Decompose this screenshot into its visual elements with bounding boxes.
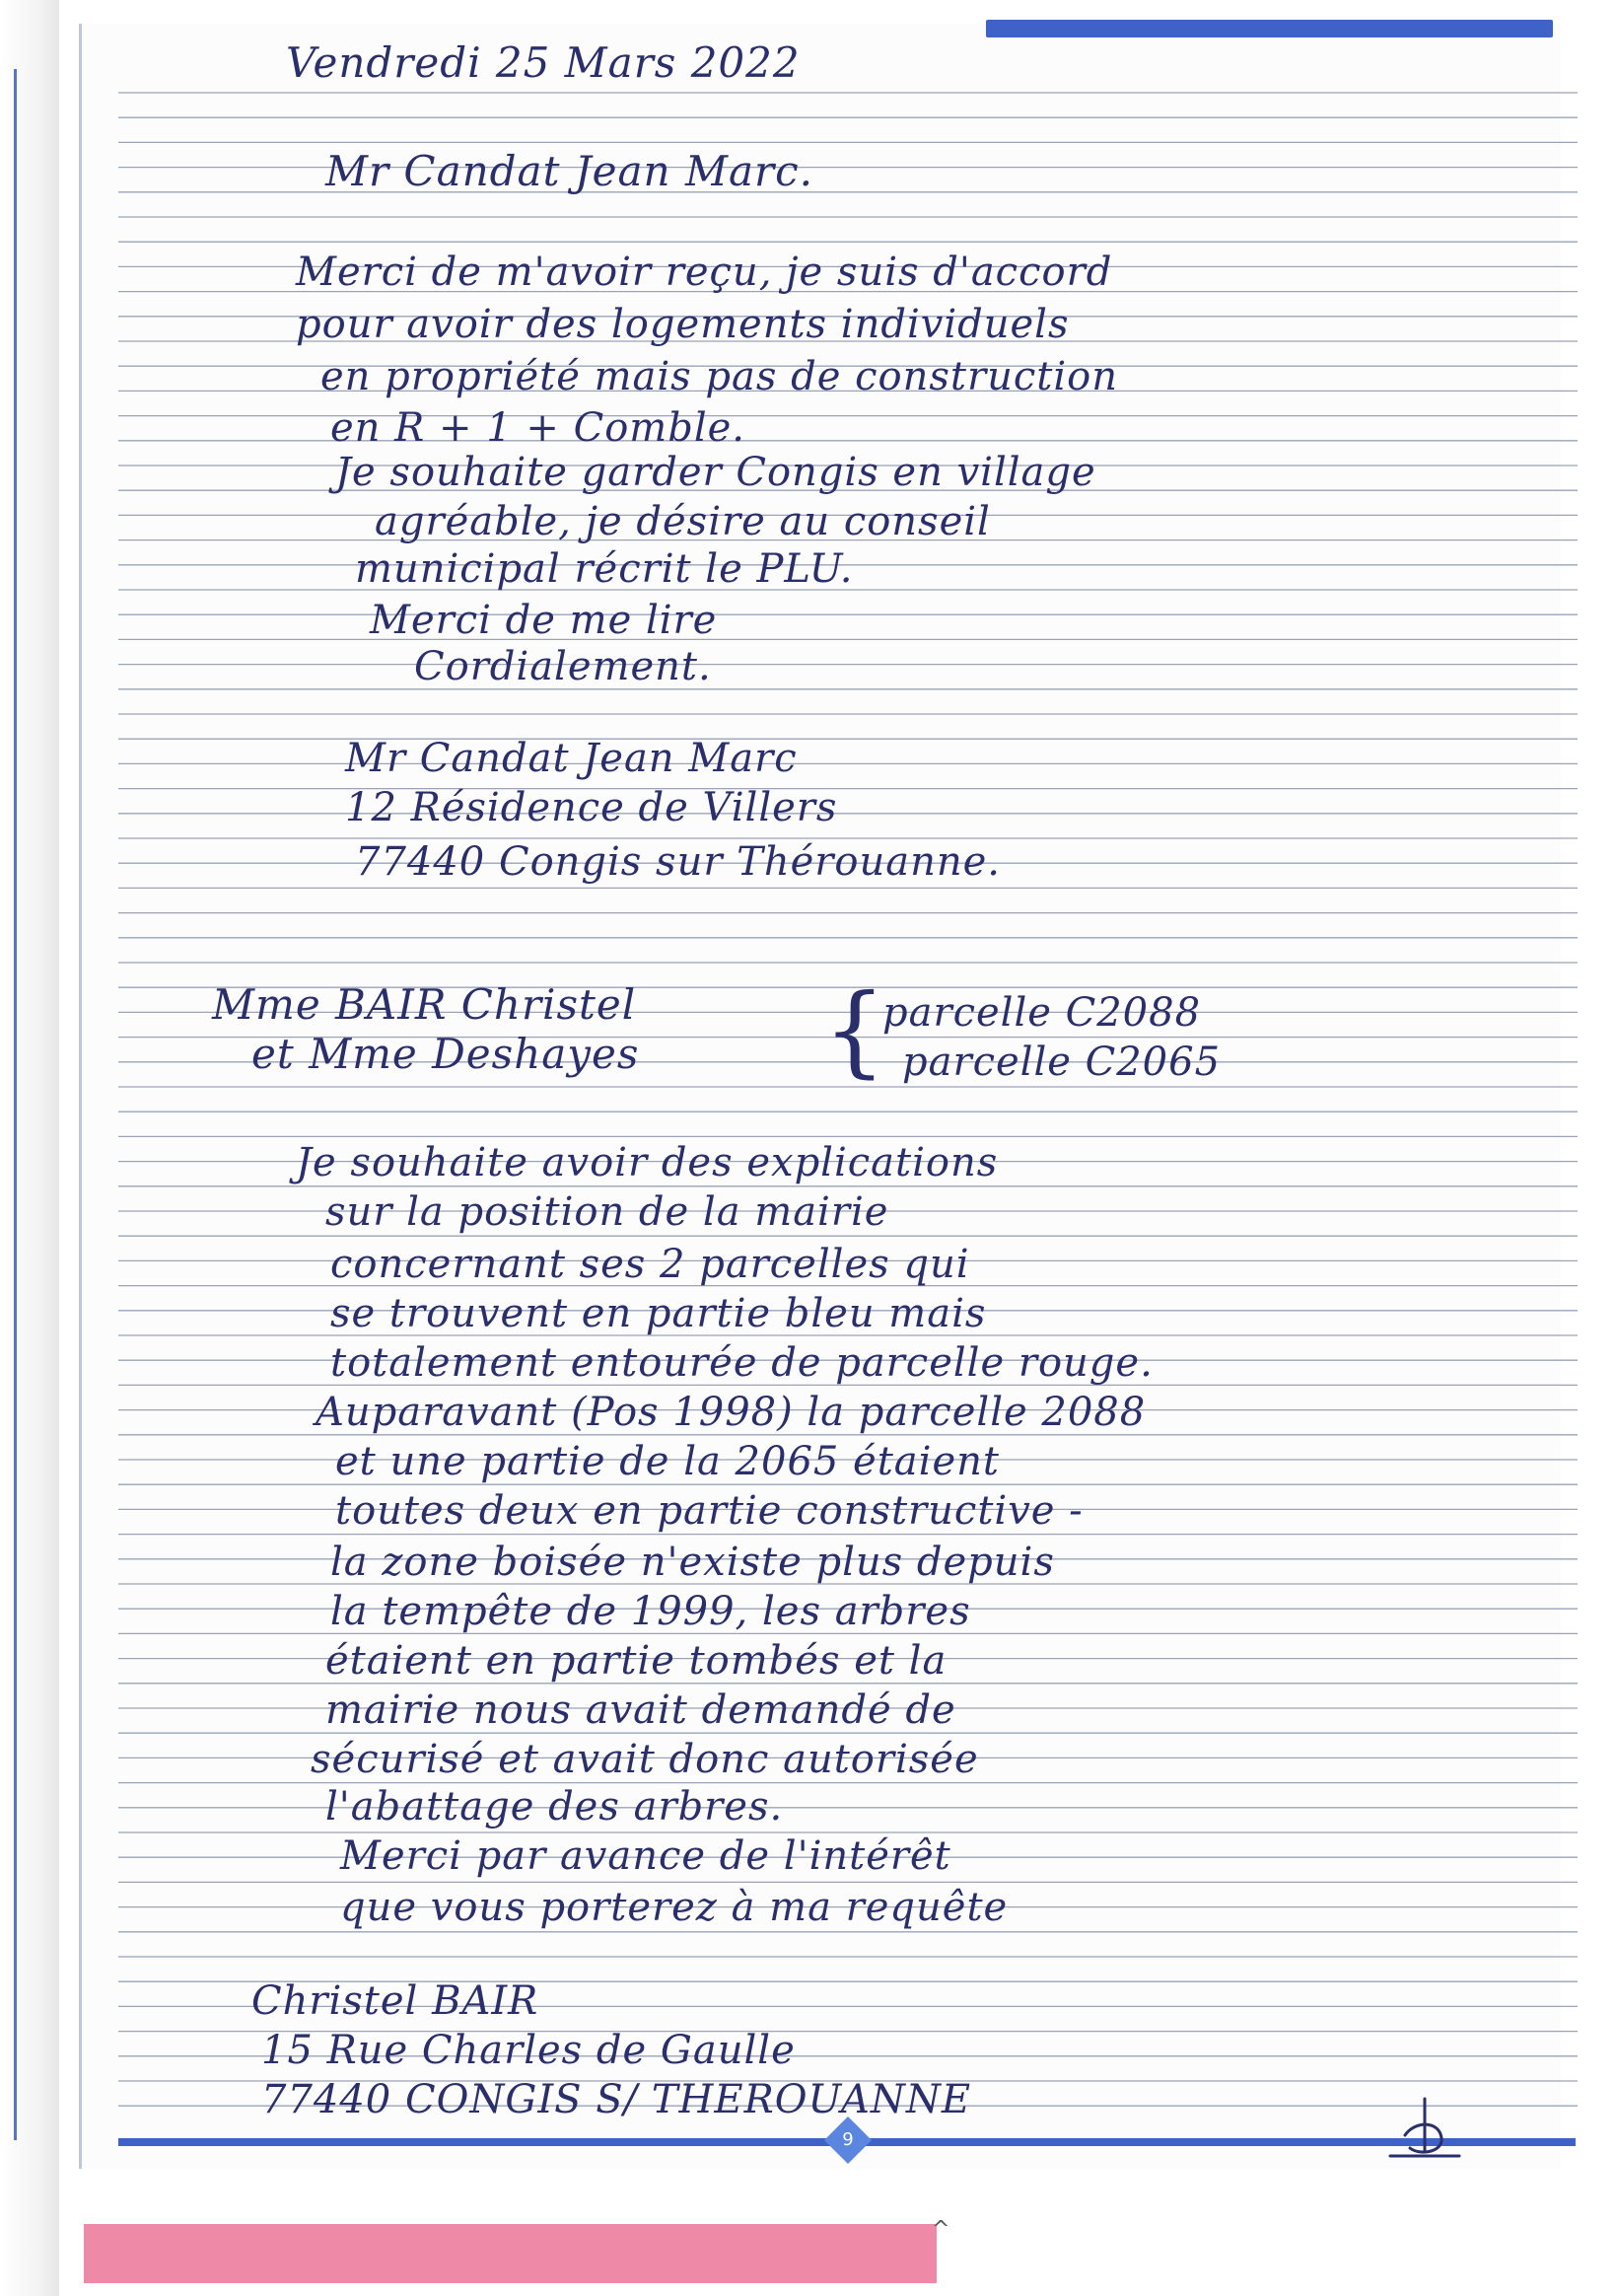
initials-signature [1380, 2091, 1469, 2170]
letter1-body-line: pour avoir des logements individuels [296, 302, 1070, 347]
letter2-body-line: Auparavant (Pos 1998) la parcelle 2088 [316, 1390, 1147, 1435]
letter2-body-line: totalement entourée de parcelle rouge. [330, 1340, 1154, 1386]
letter2-name-line: et Mme Deshayes [251, 1030, 640, 1078]
letter2-body-line: et une partie de la 2065 étaient [335, 1439, 1000, 1484]
letter2-body-line: concernant ses 2 parcelles qui [330, 1242, 970, 1287]
letter2-body-line: sécurisé et avait donc autorisée [311, 1737, 979, 1782]
letter2-body-line: Merci par avance de l'intérêt [340, 1833, 951, 1879]
letter2-signature-line: Christel BAIR [251, 1978, 539, 2024]
letter1-address-line: 12 Résidence de Villers [345, 785, 838, 830]
letter2-body-line: l'abattage des arbres. [325, 1784, 784, 1830]
letter2-body-line: se trouvent en partie bleu mais [330, 1291, 987, 1336]
letter2-parcel-line: parcelle C2065 [902, 1040, 1222, 1085]
letter2-body-line: toutes deux en partie constructive - [335, 1488, 1084, 1534]
letter2-body-line: étaient en partie tombés et la [325, 1638, 948, 1684]
letter2-body-line: que vous porterez à ma requête [340, 1885, 1009, 1930]
letter1-body-line: Merci de me lire [370, 598, 718, 643]
letter1-body-line: Cordialement. [414, 644, 712, 689]
letter2-body-line: sur la position de la mairie [325, 1189, 889, 1235]
letter2-body-line: la tempête de 1999, les arbres [330, 1589, 971, 1634]
parcel-bracket: { [823, 972, 887, 1088]
letter1-address-line: Mr Candat Jean Marc [345, 736, 798, 781]
letter2-signature-line: 15 Rue Charles de Gaulle [261, 2028, 796, 2073]
letter2-parcel-line: parcelle C2088 [882, 990, 1202, 1036]
letter2-body-line: la zone boisée n'existe plus depuis [330, 1540, 1055, 1585]
letter1-salutation: Mr Candat Jean Marc. [325, 147, 813, 195]
letter1-body-line: Je souhaite garder Congis en village [335, 450, 1096, 495]
page-number: 9 [842, 2129, 854, 2150]
letter2-body-line: Je souhaite avoir des explications [296, 1140, 999, 1185]
letter2-signature-line: 77440 CONGIS S/ THEROUANNE [261, 2077, 972, 2122]
letter1-date: Vendredi 25 Mars 2022 [286, 38, 801, 87]
letter1-body-line: Merci de m'avoir reçu, je suis d'accord [296, 250, 1113, 295]
letter1-body-line: agréable, je désire au conseil [375, 499, 991, 544]
letter1-body-line: en propriété mais pas de construction [320, 354, 1118, 399]
caret-mark: ^ [932, 2217, 950, 2242]
letter1-address-line: 77440 Congis sur Thérouanne. [355, 839, 1002, 885]
letter1-body-line: municipal récrit le PLU. [355, 546, 854, 592]
letter2-body-line: mairie nous avait demandé de [325, 1687, 956, 1733]
letter2-name-line: Mme BAIR Christel [212, 980, 637, 1029]
letter1-body-line: en R + 1 + Comble. [330, 405, 746, 451]
